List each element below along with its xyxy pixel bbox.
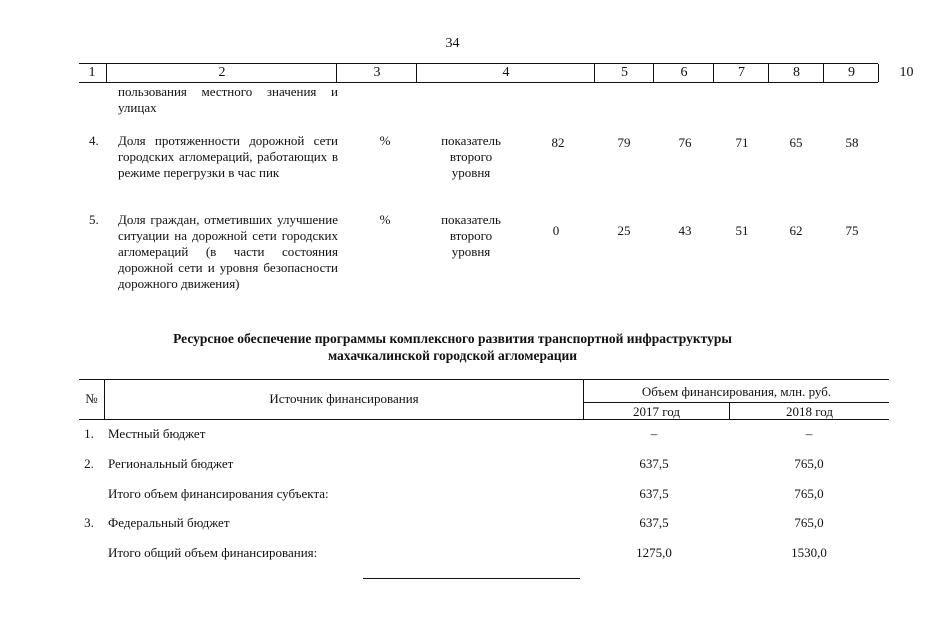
col-year-2018-header: 2018 год	[786, 404, 833, 419]
value-cell: 51	[735, 223, 749, 238]
header-col-7: 7	[713, 64, 769, 82]
value-cell: 65	[789, 135, 803, 150]
col-source-header: Источник финансирования	[269, 391, 419, 406]
value-cell: 0	[552, 223, 560, 238]
row-number: 3.	[84, 515, 94, 530]
funding-source: Местный бюджет	[108, 426, 206, 441]
table-row	[79, 545, 889, 563]
upper-table-header	[79, 63, 914, 83]
amount-2017: –	[650, 426, 658, 441]
header-col-8: 8	[768, 64, 824, 82]
funding-source: Федеральный бюджет	[108, 515, 230, 530]
header-col-4: 4	[416, 64, 595, 82]
header-col-6: 6	[653, 64, 714, 82]
unit: %	[379, 212, 391, 227]
amount-2018: 765,0	[794, 515, 824, 530]
amount-2017: 1275,0	[636, 545, 672, 560]
value-cell: 62	[789, 223, 803, 238]
value-cell: 76	[678, 135, 692, 150]
row-number: 5.	[89, 212, 99, 227]
col-volume-header: Объем финансирования, млн. руб.	[641, 384, 832, 399]
end-of-document-line	[363, 578, 580, 579]
amount-2018: –	[805, 426, 813, 441]
section-title-line-1: Ресурсное обеспечение программы комплексного развития транспортной инфраструктуры	[173, 331, 732, 346]
funding-table-divider	[584, 402, 889, 403]
table-row	[79, 426, 889, 444]
indicator-level: показатель второго уровня	[441, 212, 501, 259]
amount-2018: 765,0	[794, 486, 824, 501]
page-number: 34	[445, 36, 460, 51]
value-cell: 25	[617, 223, 631, 238]
header-col-5: 5	[594, 64, 654, 82]
unit: %	[379, 133, 391, 148]
col-number-header: №	[85, 391, 98, 406]
indicator-name: Доля протяженности дорожной сети городских агломераций, работающих в режиме перегрузки в час пик	[118, 133, 338, 180]
amount-2018: 765,0	[794, 456, 824, 471]
value-cell: 82	[551, 135, 565, 150]
value-cell: 75	[845, 223, 859, 238]
value-cell: 58	[845, 135, 859, 150]
value-cell: 43	[678, 223, 692, 238]
section-title-line-2: махачкалинской городской агломерации	[327, 348, 578, 363]
header-col-9: 9	[823, 64, 879, 82]
header-col-10: 10	[878, 64, 934, 82]
amount-2017: 637,5	[639, 515, 669, 530]
row-number: 1.	[84, 426, 94, 441]
header-col-2: 2	[106, 64, 337, 82]
value-cell: 79	[617, 135, 631, 150]
row-number: 4.	[89, 133, 99, 148]
indicator-level: показатель второго уровня	[441, 133, 501, 180]
funding-source: Итого общий объем финансирования:	[108, 545, 318, 560]
section-title	[0, 330, 905, 364]
funding-source: Итого объем финансирования субъекта:	[108, 486, 329, 501]
table-row	[79, 486, 889, 504]
header-col-1: 1	[88, 65, 96, 80]
funding-table-top-border	[79, 379, 889, 380]
table-row	[79, 515, 889, 533]
header-col-3: 3	[336, 64, 417, 82]
col-year-2017-header: 2017 год	[633, 404, 680, 419]
value-cell: 71	[735, 135, 749, 150]
funding-source: Региональный бюджет	[108, 456, 234, 471]
amount-2017: 637,5	[639, 456, 669, 471]
amount-2018: 1530,0	[791, 545, 827, 560]
continued-row-text: пользования местного значения и улицах	[118, 84, 338, 115]
row-number: 2.	[84, 456, 94, 471]
amount-2017: 637,5	[639, 486, 669, 501]
indicator-name: Доля граждан, отметивших улучшение ситуации на дорожной сети городских агломераций (в части состояния дорожной сети и уровня безопасности дорожного движения)	[118, 212, 338, 291]
table-row	[79, 456, 889, 474]
